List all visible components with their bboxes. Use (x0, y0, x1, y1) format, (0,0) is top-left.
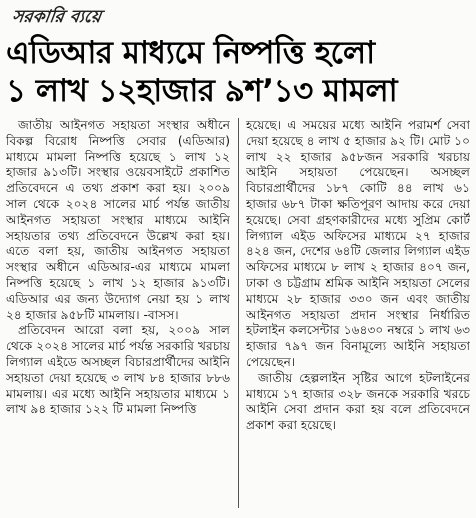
column-divider (238, 118, 239, 508)
headline-line-2: ১ লাখ ১২হাজার ৯শ’১৩ মামলা (6, 73, 398, 109)
right-paragraph-1: হয়েছে। এ সময়ের মধ্যে আইনি পরামর্শ সেবা দেয়া হয়েছে ৪ লাখ ৫ হাজার ৯২ টি। মোট ১০ লাখ ২২ হাজার ৯৫৮জন সরকারি খরচায় আইনি সহায়তা পেয়েছেন। অসচ্ছল বিচারপ্রার্থীদের ১৮৭ কোটি ৪৪ লাখ ৬১ হাজার ৬৮৭ টাকা ক্ষতিপূরণ আদায় করে দেয়া হয়েছে। সেবা গ্রহণকারীদের মধ্যে সুপ্রিম কোর্ট লিগ্যাল এইড অফিসের মাধ্যমে ২৭ হাজার ৪২৪ জন, দেশের ৬৪টি জেলার লিগ্যাল এইড অফিসের মাধ্যমে ৮ লাখ ২ হাজার ৪০৭ জন, ঢাকা ও চট্টগ্রাম শ্রমিক আইনি সহায়তা সেলের মাধ্যমে ২৮ হাজার ৩৩০ জন এবং জাতীয় আইনগত সহায়তা প্রদান সংস্থার নির্ধারিত হটলাইন কলসেন্টার ১৬৪৩০ নম্বরে ১ লাখ ৬৩ হাজার ৭৯৭ জন বিনামূল্যে আইনি সহায়তা পেয়েছেন। (246, 118, 470, 369)
left-paragraph-1: জাতীয় আইনগত সহায়তা সংস্থার অধীনে বিকল্প বিরোধ নিষ্পত্তি সেবার (এডিআর) মাধ্যমে মামলা নিষ্পত্তি হয়েছে ১ লাখ ১২ হাজার ৯১৩টি। সংস্থার ওয়েবসাইটে প্রকাশিত প্রতিবেদনে এ তথ্য প্রকাশ করা হয়। ২০০৯ সাল থেকে ২০২৪ সালের মার্চ পর্যন্ত জাতীয় আইনগত সহায়তা সংস্থার মাধ্যমে আইনি সহায়তার তথ্য প্রতিবেদনে উল্লেখ করা হয়। এতে বলা হয়, জাতীয় আইনগত সহায়তা সংস্থার অধীনে এডিআর-এর মাধ্যমে মামলা নিষ্পত্তি হয়েছে ১ লাখ ১২ হাজার ৯১৩টি। এডিআর এর জন্য উদ্যোগ নেয়া হয় ১ লাখ ২৪ হাজার ৯৫৮টি মামলায়। -বাসস। (6, 118, 230, 322)
right-paragraph-2: জাতীয় হেল্পলাইন সৃষ্টির আগে হটলাইনের মাধ্যমে ১৭ হাজার ৩২৮ জনকে সরকারি খরচে আইনি সেবা প্রদান করা হয় বলে প্রতিবেদনে প্রকাশ করা হয়েছে। (246, 370, 470, 433)
right-column (246, 118, 470, 514)
headline-line-1: এডিআর মাধ্যমে নিষ্পত্তি হলো (6, 35, 375, 71)
left-paragraph-2: প্রতিবেদন আরো বলা হয়, ২০০৯ সাল থেকে ২০২৪ সালের মার্চ পর্যন্ত সরকারি খরচায় লিগ্যাল এইডে অসচ্ছল বিচারপ্রার্থীদের আইনি সহায়তা দেয়া হয়েছে ৩ লাখ ৮৪ হাজার ৮৮৬ মামলায়। এর মধ্যে আইনি সহায়তার মাধ্যমে ১ লাখ ৯৪ হাজার ১২২ টি মামলা নিষ্পত্তি (6, 323, 230, 417)
article-body (6, 118, 470, 514)
headline (6, 34, 474, 110)
kicker: সরকারি ব্যয়ে (10, 7, 103, 27)
left-column (6, 118, 230, 514)
